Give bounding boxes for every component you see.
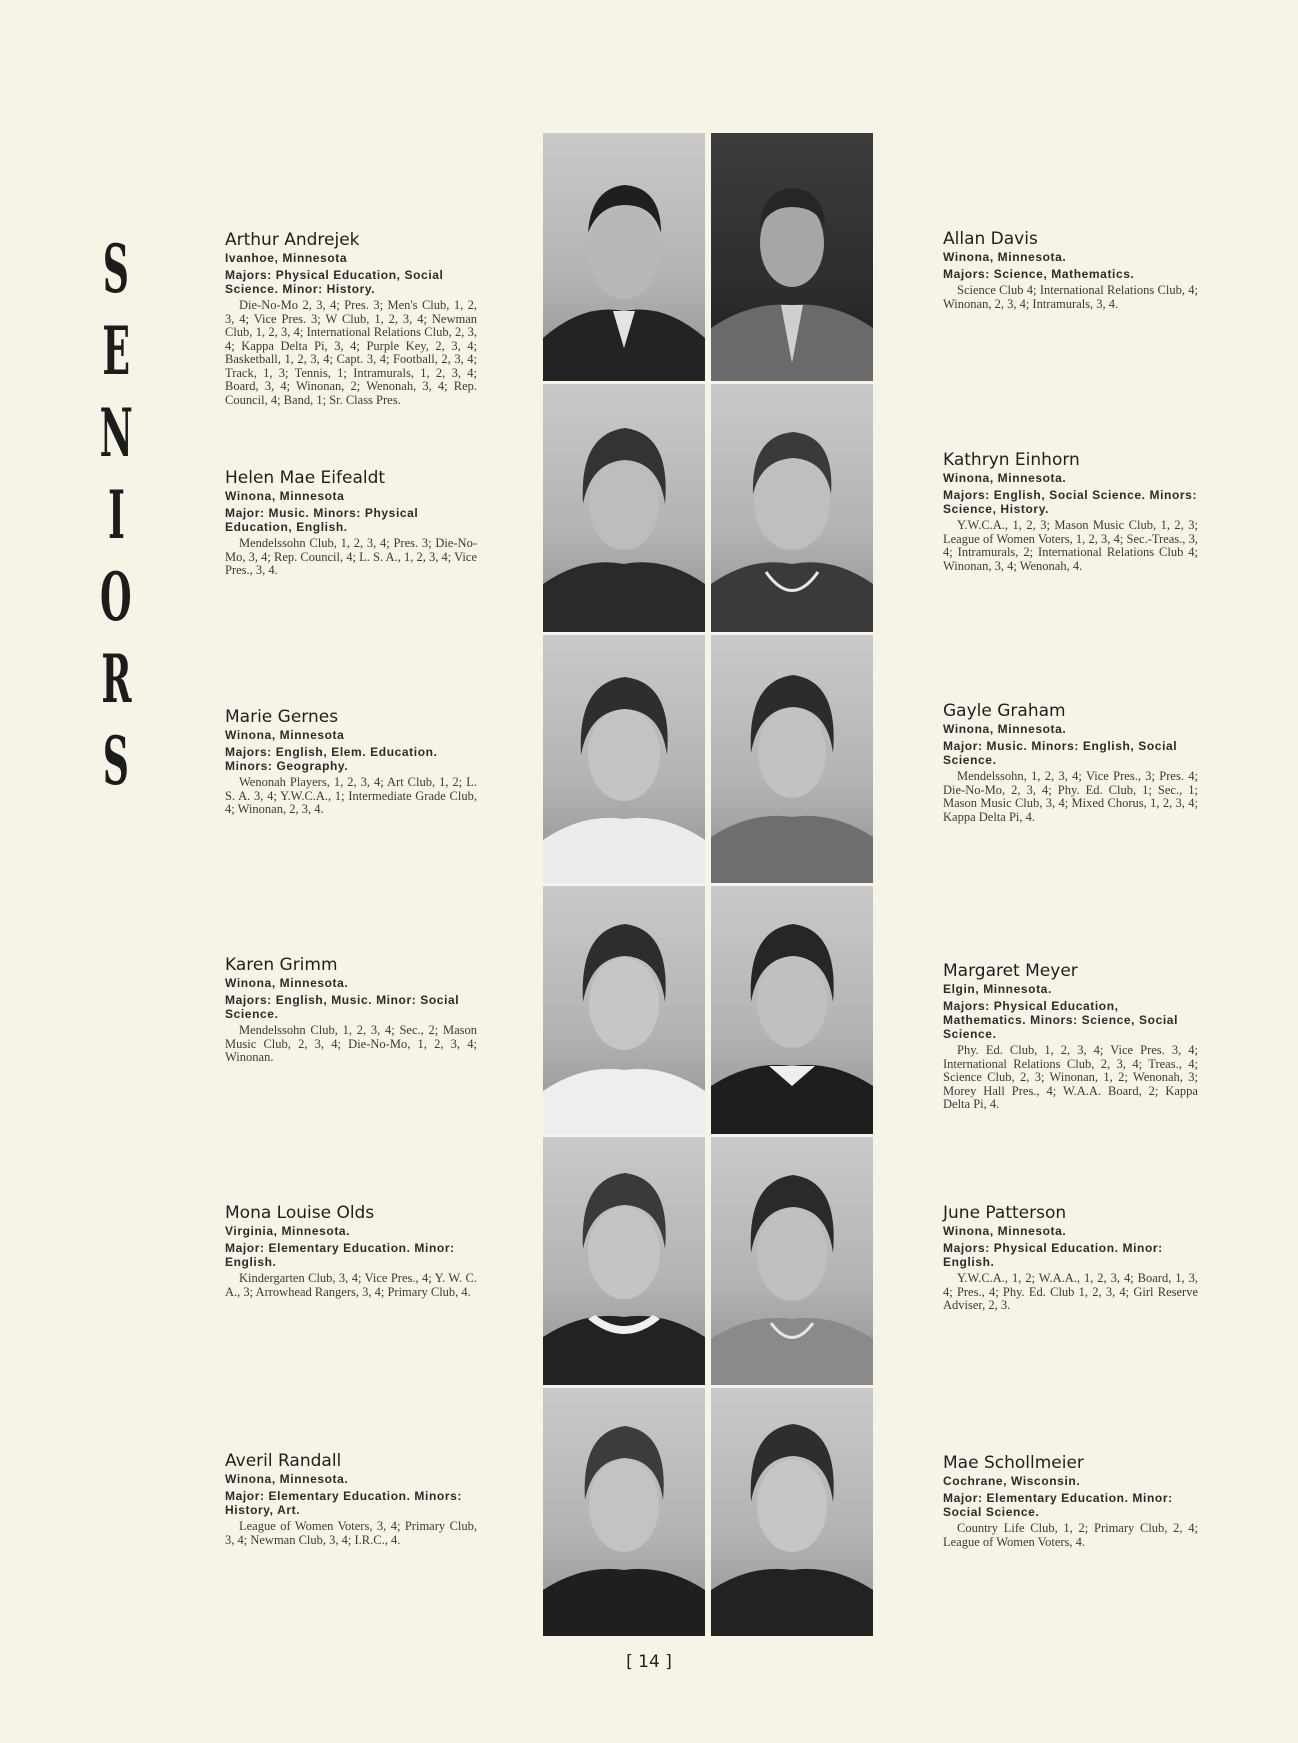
senior-hometown: Winona, Minnesota. xyxy=(943,250,1067,264)
senior-bio xyxy=(225,955,477,1065)
senior-majors: Major: Music. Minors: English, Social Science. xyxy=(943,739,1178,767)
senior-name: Kathryn Einhorn xyxy=(943,450,1080,470)
portrait-photo xyxy=(543,886,705,1134)
seniors-vertical-title xyxy=(96,228,136,802)
senior-name: Allan Davis xyxy=(943,229,1038,249)
senior-majors: Majors: Physical Education, Mathematics. Minors: Science, Social Science. xyxy=(943,999,1179,1041)
senior-majors: Major: Elementary Education. Minor: English. xyxy=(225,1241,455,1269)
senior-majors: Major: Elementary Education. Minor: Social Science. xyxy=(943,1491,1173,1519)
senior-bio xyxy=(225,468,477,578)
title-letter: S xyxy=(102,230,130,308)
portrait-photo xyxy=(711,1388,873,1636)
senior-bio xyxy=(943,450,1198,573)
senior-activities: League of Women Voters, 3, 4; Primary Club, 3, 4; Newman Club, 3, 4; I.R.C., 4. xyxy=(225,1519,477,1547)
senior-hometown: Winona, Minnesota. xyxy=(225,1472,349,1486)
senior-activities: Kindergarten Club, 3, 4; Vice Pres., 4; Y. W. C. A., 3; Arrowhead Rangers, 3, 4; Primary Club, 4. xyxy=(225,1271,477,1299)
senior-majors: Major: Music. Minors: Physical Education, English. xyxy=(225,506,419,534)
portrait-photo xyxy=(711,133,873,381)
senior-hometown: Ivanhoe, Minnesota xyxy=(225,251,348,265)
portrait-grid xyxy=(543,133,873,1635)
senior-hometown: Winona, Minnesota xyxy=(225,489,345,503)
title-letter: N xyxy=(99,394,133,472)
portrait-photo xyxy=(543,1137,705,1385)
senior-activities: Wenonah Players, 1, 2, 3, 4; Art Club, 1, 2; L. S. A. 3, 4; Y.W.C.A., 1; Intermediate Grade Club, 4; Winonan, 2, 3, 4. xyxy=(225,775,477,816)
senior-activities: Die-No-Mo 2, 3, 4; Pres. 3; Men's Club, 1, 2, 3, 4; Vice Pres. 3; W Club, 1, 2, 3, 4; Newman Club, 1, 2, 3, 4; International Relations Club, 2, 3, 4; Kappa Delta Pi, 3, 4; Purple Key, 2, 3, 4; Basketball, 1, 2, 3, 4; Capt. 3, 4; Football, 2, 3, 4; Track, 1, 3; Tennis, 1; Intramurals, 1, 2, 3, 4; Board, 3, 4; Winonan, 2; Wenonah, 3, 4; Rep. Council, 4; Band, 1; Sr. Class Pres. xyxy=(225,298,477,407)
senior-name: Gayle Graham xyxy=(943,701,1066,721)
senior-bio xyxy=(943,1203,1198,1313)
senior-activities: Country Life Club, 1, 2; Primary Club, 2, 4; League of Women Voters, 4. xyxy=(943,1521,1198,1549)
senior-hometown: Virginia, Minnesota. xyxy=(225,1224,351,1238)
senior-bio xyxy=(225,1203,477,1299)
senior-majors: Major: Elementary Education. Minors: History, Art. xyxy=(225,1489,462,1517)
senior-majors: Majors: Physical Education. Minor: English. xyxy=(943,1241,1163,1269)
portrait-photo xyxy=(543,1388,705,1636)
senior-hometown: Elgin, Minnesota. xyxy=(943,982,1052,996)
senior-activities: Phy. Ed. Club, 1, 2, 3, 4; Vice Pres. 3, 4; International Relations Club, 2, 3, 4; Treas., 4; Science Club, 2, 3; Winonan, 1, 2; Wenonah, 3; Morey Hall Pres., 4; W.A.A. Board, 2; Kappa Delta Pi, 4. xyxy=(943,1043,1198,1111)
senior-bio xyxy=(225,707,477,817)
senior-name: Karen Grimm xyxy=(225,955,338,975)
portrait-photo xyxy=(711,635,873,883)
portrait-photo xyxy=(711,1137,873,1385)
senior-activities: Mendelssohn, 1, 2, 3, 4; Vice Pres., 3; Pres. 4; Die-No-Mo, 2, 3, 4; Phy. Ed. Club, 1; Sec., 1; Mason Music Club, 3, 4; Mixed Chorus, 1, 2, 3, 4; Kappa Delta Pi, 4. xyxy=(943,769,1198,824)
senior-activities: Mendelssohn Club, 1, 2, 3, 4; Pres. 3; Die-No-Mo, 3, 4; Rep. Council, 4; L. S. A., 1, 2, 3, 4; Vice Pres., 3, 4. xyxy=(225,536,477,577)
senior-activities: Science Club 4; International Relations Club, 4; Winonan, 2, 3, 4; Intramurals, 3, 4. xyxy=(943,283,1198,311)
senior-name: Marie Gernes xyxy=(225,707,339,727)
senior-name: Mae Schollmeier xyxy=(943,1453,1084,1473)
senior-majors: Majors: English, Music. Minor: Social Science. xyxy=(225,993,460,1021)
senior-name: June Patterson xyxy=(943,1203,1067,1223)
senior-hometown: Cochrane, Wisconsin. xyxy=(943,1474,1081,1488)
senior-hometown: Winona, Minnesota xyxy=(225,728,345,742)
senior-majors: Majors: English, Elem. Education. Minors: Geography. xyxy=(225,745,438,773)
portrait-photo xyxy=(711,886,873,1134)
portrait-photo xyxy=(543,635,705,883)
senior-name: Helen Mae Eifealdt xyxy=(225,468,386,488)
senior-name: Margaret Meyer xyxy=(943,961,1078,981)
senior-activities: Y.W.C.A., 1, 2; W.A.A., 1, 2, 3, 4; Board, 1, 3, 4; Pres., 4; Phy. Ed. Club 1, 2, 3, 4; Girl Reserve Adviser, 2, 3. xyxy=(943,1271,1198,1312)
senior-name: Mona Louise Olds xyxy=(225,1203,375,1223)
senior-name: Arthur Andrejek xyxy=(225,230,360,250)
page-number: [ 14 ] xyxy=(626,1652,672,1672)
senior-majors: Majors: Science, Mathematics. xyxy=(943,267,1135,281)
senior-bio xyxy=(225,1451,477,1547)
title-letter: E xyxy=(102,312,130,390)
senior-bio xyxy=(943,229,1198,311)
title-letter: R xyxy=(100,640,132,718)
senior-hometown: Winona, Minnesota. xyxy=(943,471,1067,485)
senior-hometown: Winona, Minnesota. xyxy=(225,976,349,990)
portrait-photo xyxy=(543,384,705,632)
title-letter: O xyxy=(100,558,132,636)
senior-bio xyxy=(943,961,1198,1112)
senior-bio xyxy=(225,230,477,407)
senior-hometown: Winona, Minnesota. xyxy=(943,1224,1067,1238)
title-letter: I xyxy=(107,476,125,554)
senior-bio xyxy=(943,701,1198,824)
senior-name: Averil Randall xyxy=(225,1451,342,1471)
senior-activities: Mendelssohn Club, 1, 2, 3, 4; Sec., 2; Mason Music Club, 2, 3, 4; Die-No-Mo, 1, 2, 3, 4; Winonan. xyxy=(225,1023,477,1064)
senior-bio xyxy=(943,1453,1198,1549)
portrait-photo xyxy=(543,133,705,381)
senior-majors: Majors: English, Social Science. Minors: Science, History. xyxy=(943,488,1198,516)
senior-majors: Majors: Physical Education, Social Science. Minor: History. xyxy=(225,268,444,296)
senior-activities: Y.W.C.A., 1, 2, 3; Mason Music Club, 1, 2, 3; League of Women Voters, 1, 2, 3, 4; Sec.-Treas., 3, 4; Intramurals, 2; International Relations Club 4; Winonan, 3, 4; Wenonah, 4. xyxy=(943,518,1198,573)
portrait-photo xyxy=(711,384,873,632)
title-letter: S xyxy=(102,722,130,800)
senior-hometown: Winona, Minnesota. xyxy=(943,722,1067,736)
